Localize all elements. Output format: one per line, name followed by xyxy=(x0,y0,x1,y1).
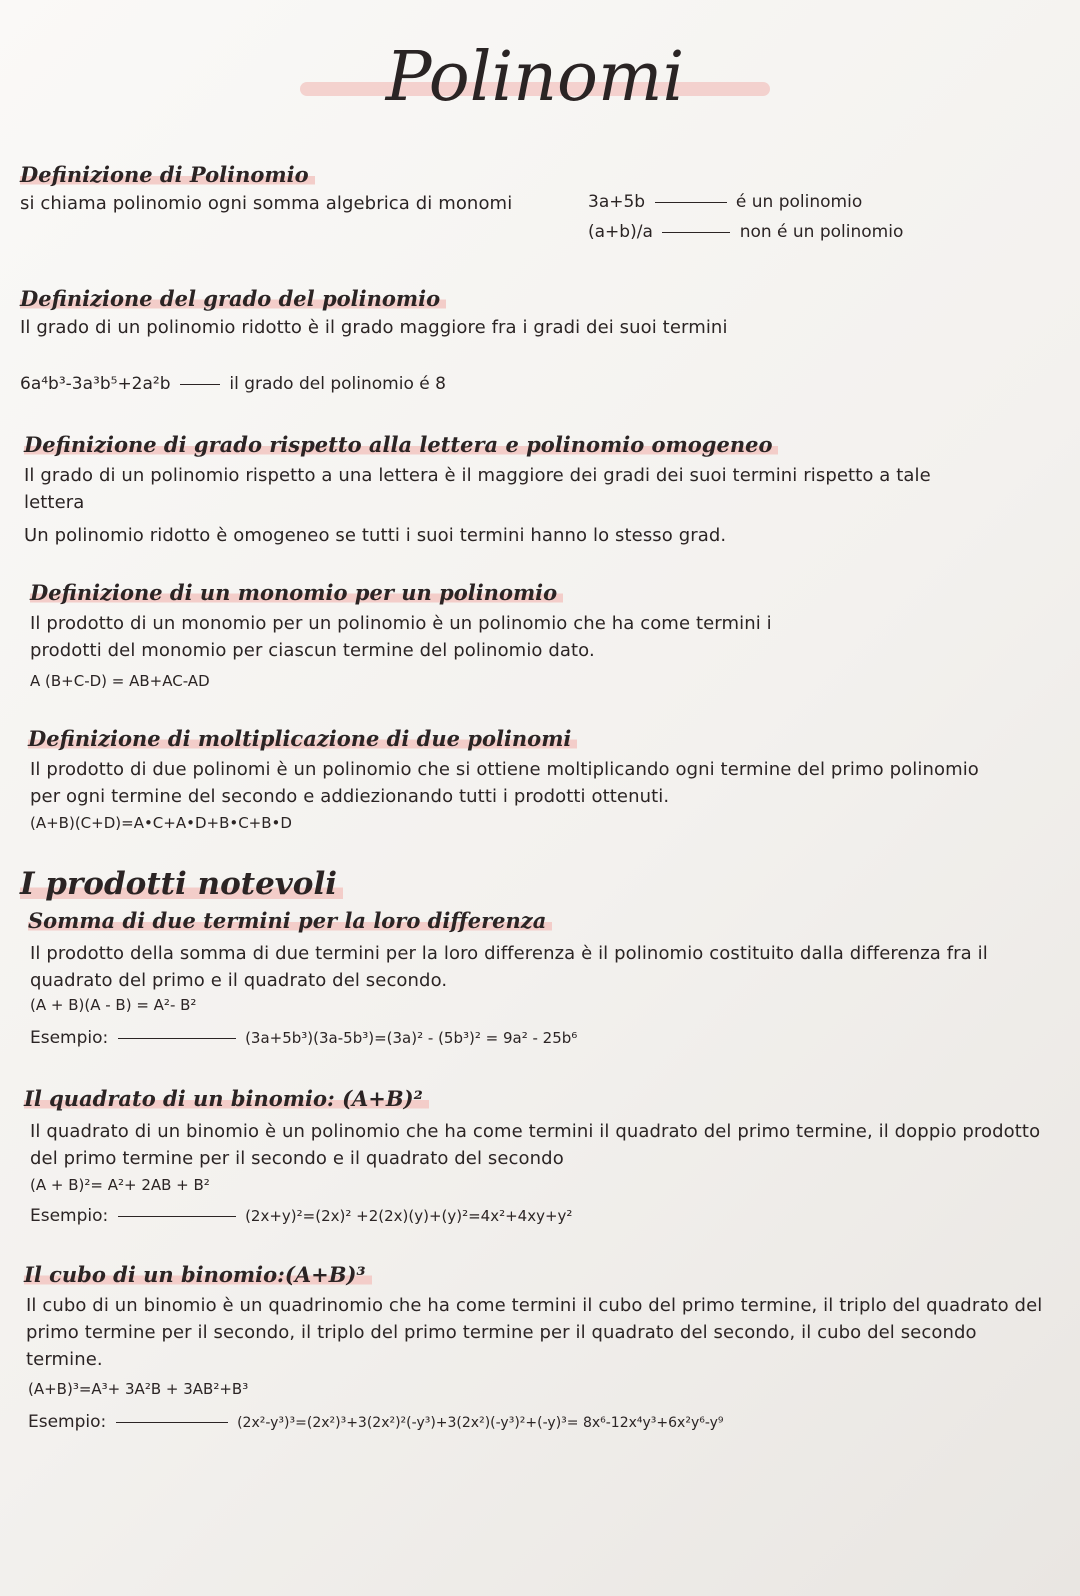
example-polinomio-2 xyxy=(588,222,903,242)
example-polinomio-2-expr: (a+b)/a xyxy=(588,222,653,242)
heading-def-monomio-polinomio-text: Definizione di un monomio per un polinomio xyxy=(30,580,563,605)
dash-line xyxy=(116,1422,228,1423)
heading-def-grado-lettera-text: Definizione di grado rispetto alla lettera e polinomio omogeneo xyxy=(24,432,778,457)
heading-def-grado-lettera xyxy=(24,432,778,457)
heading-somma-differenza-text: Somma di due termini per la loro differenza xyxy=(28,908,552,933)
text-cubo-binomio: Il cubo di un binomio è un quadrinomio che ha come termini il cubo del primo termine, il triplo del quadrato del primo termine per il secondo, il triplo del primo termine per il quadrato del secondo, il cubo del secondo termine. xyxy=(26,1295,1043,1370)
dash-line xyxy=(180,384,220,385)
heading-def-moltiplicazione xyxy=(28,726,577,751)
example-cubo-binomio xyxy=(28,1412,724,1432)
heading-def-monomio-polinomio xyxy=(30,580,563,605)
heading-def-polinomio-text: Definizione di Polinomio xyxy=(20,162,315,187)
text-def-monomio-polinomio: Il prodotto di un monomio per un polinomio è un polinomio che ha come termini i prodotti del monomio per ciascun termine del polinomio dato. xyxy=(30,613,772,661)
heading-somma-differenza xyxy=(28,908,552,933)
heading-cubo-binomio xyxy=(24,1262,372,1287)
formula-monomio-polinomio: A (B+C-D) = AB+AC-AD xyxy=(30,672,210,690)
heading-def-polinomio xyxy=(20,162,315,187)
heading-def-grado xyxy=(20,286,446,311)
heading-quadrato-binomio-text: Il quadrato di un binomio: (A+B)² xyxy=(24,1086,429,1111)
heading-def-moltiplicazione-text: Definizione di moltiplicazione di due polinomi xyxy=(28,726,577,751)
example-quadrato-binomio-expr: (2x+y)²=(2x)² +2(2x)(y)+(y)²=4x²+4xy+y² xyxy=(245,1207,573,1225)
title-block xyxy=(300,28,770,138)
text-quadrato-binomio: Il quadrato di un binomio è un polinomio che ha come termini il quadrato del primo termine, il doppio prodotto del primo termine per il secondo e il quadrato del secondo xyxy=(30,1121,1041,1169)
example-label: Esempio: xyxy=(30,1028,109,1048)
example-grado xyxy=(20,374,446,394)
page-title: Polinomi xyxy=(385,38,685,117)
heading-prodotti-notevoli-text: I prodotti notevoli xyxy=(20,866,343,902)
example-grado-note: il grado del polinomio é 8 xyxy=(229,374,446,394)
heading-quadrato-binomio xyxy=(24,1086,429,1111)
heading-def-grado-text: Definizione del grado del polinomio xyxy=(20,286,446,311)
example-grado-expr: 6a⁴b³-3a³b⁵+2a²b xyxy=(20,374,171,394)
example-polinomio-1 xyxy=(588,192,862,212)
text-def-grado: Il grado di un polinomio ridotto è il grado maggiore fra i gradi dei suoi termini xyxy=(20,317,728,338)
example-polinomio-1-expr: 3a+5b xyxy=(588,192,646,212)
example-label: Esempio: xyxy=(30,1206,109,1226)
example-label: Esempio: xyxy=(28,1412,107,1432)
text-def-moltiplicazione: Il prodotto di due polinomi è un polinomio che si ottiene moltiplicando ogni termine del primo polinomio per ogni termine del secondo e addiezionando tutti i prodotti ottenuti. xyxy=(30,759,979,807)
example-polinomio-2-note: non é un polinomio xyxy=(739,222,904,242)
formula-moltiplicazione: (A+B)(C+D)=A•C+A•D+B•C+B•D xyxy=(30,814,292,832)
text-def-grado-lettera-2: Un polinomio ridotto è omogeneo se tutti i suoi termini hanno lo stesso grad. xyxy=(24,525,727,546)
example-cubo-binomio-expr: (2x²-y³)³=(2x²)³+3(2x²)²(-y³)+3(2x²)(-y³)²+(-y)³= 8x⁶-12x⁴y³+6x²y⁶-y⁹ xyxy=(237,1415,724,1431)
formula-quadrato-binomio: (A + B)²= A²+ 2AB + B² xyxy=(30,1176,210,1194)
text-somma-differenza: Il prodotto della somma di due termini per la loro differenza è il polinomio costituito dalla differenza fra il quadrato del primo e il quadrato del secondo. xyxy=(30,943,988,991)
example-quadrato-binomio xyxy=(30,1206,572,1226)
dash-line xyxy=(118,1038,236,1039)
formula-somma-differenza: (A + B)(A - B) = A²- B² xyxy=(30,996,197,1014)
heading-prodotti-notevoli xyxy=(20,866,343,902)
dash-line xyxy=(662,232,730,233)
example-somma-differenza-expr: (3a+5b³)(3a-5b³)=(3a)² - (5b³)² = 9a² - 25b⁶ xyxy=(245,1029,578,1047)
text-def-polinomio: si chiama polinomio ogni somma algebrica di monomi xyxy=(20,193,513,214)
heading-cubo-binomio-text: Il cubo di un binomio:(A+B)³ xyxy=(24,1262,372,1287)
dash-line xyxy=(118,1216,236,1217)
example-somma-differenza xyxy=(30,1028,577,1048)
text-def-grado-lettera-1: Il grado di un polinomio rispetto a una lettera è il maggiore dei gradi dei suoi termini rispetto a tale lettera xyxy=(24,465,931,513)
example-polinomio-1-note: é un polinomio xyxy=(735,192,863,212)
dash-line xyxy=(655,202,727,203)
formula-cubo-binomio: (A+B)³=A³+ 3A²B + 3AB²+B³ xyxy=(28,1380,249,1398)
